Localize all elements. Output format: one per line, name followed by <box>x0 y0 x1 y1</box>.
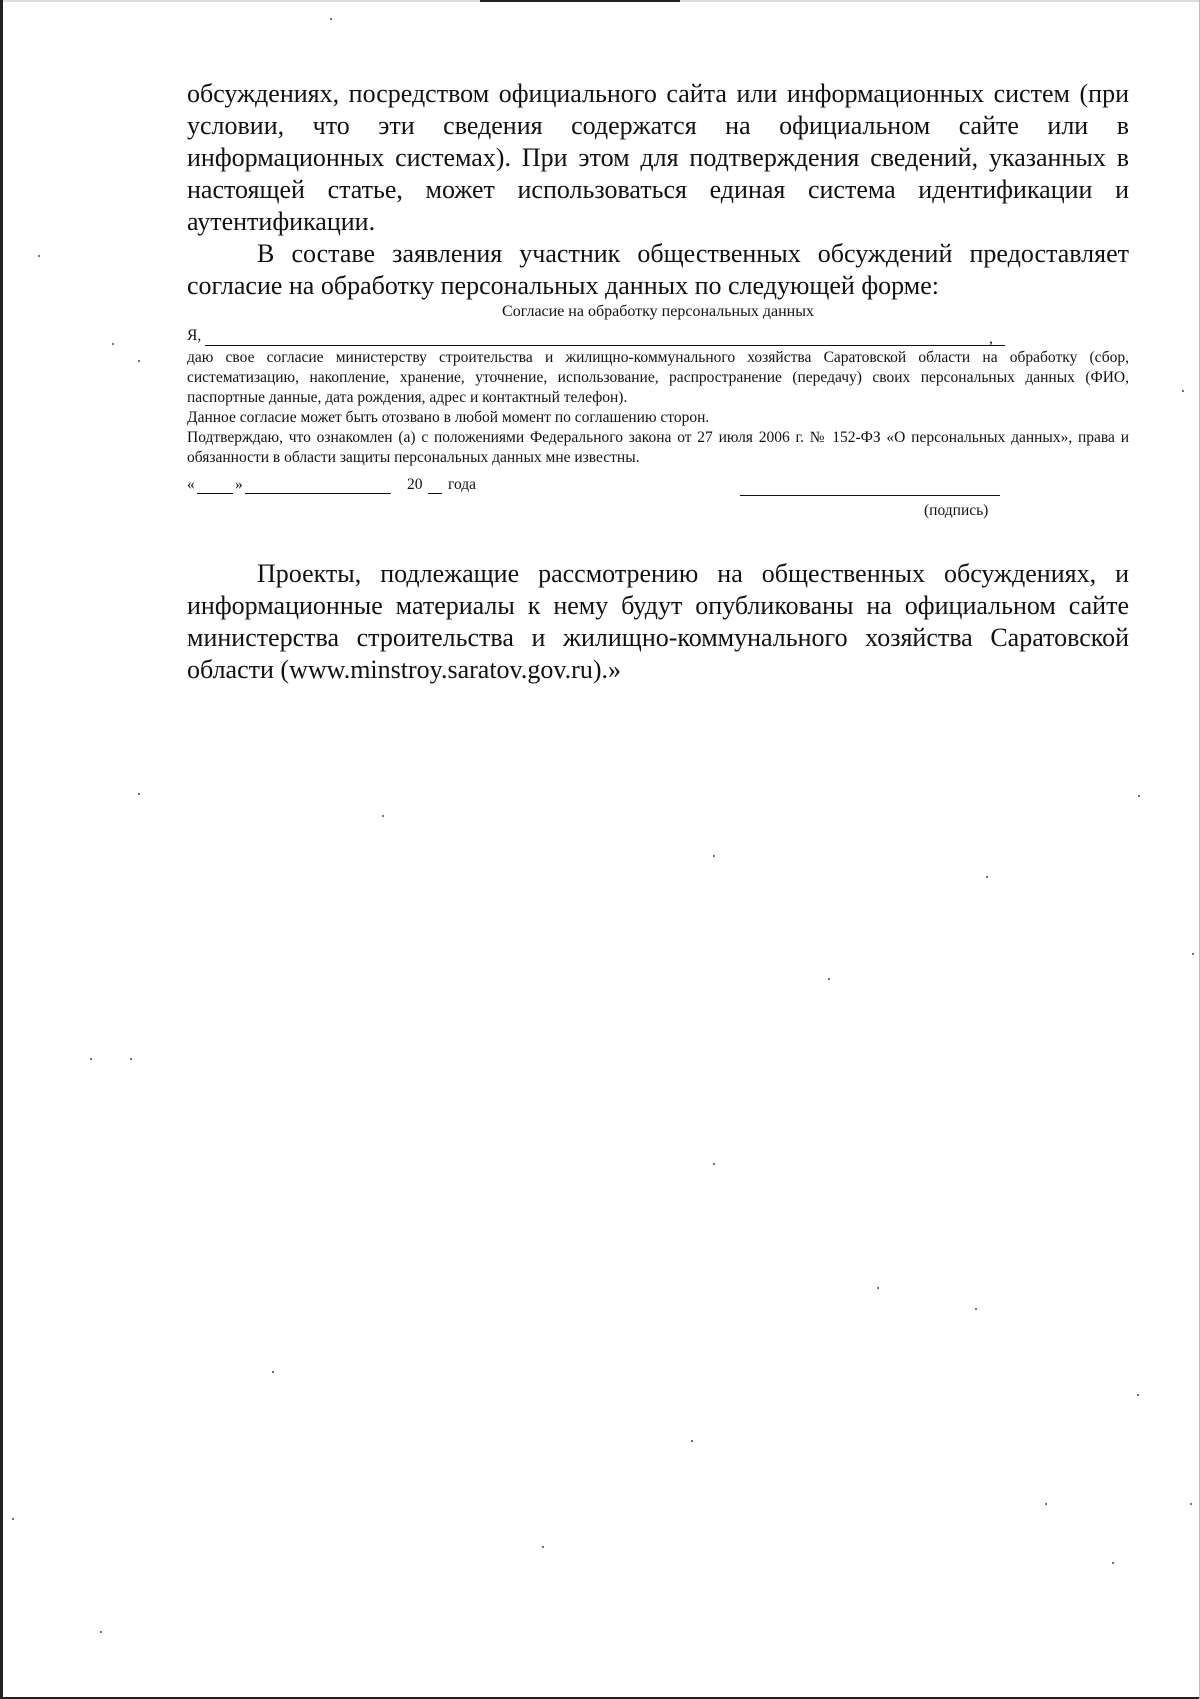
date-year-prefix: 20 <box>407 476 423 493</box>
date-quote-open: « <box>187 476 195 493</box>
date-quote-close: » <box>235 476 243 493</box>
paragraph-2: В составе заявления участник общественных обсуждений предоставляет согласие на обработку персональных данных по следующей форме: <box>187 239 1129 300</box>
scan-speck <box>90 1058 92 1060</box>
scan-speck <box>542 1546 544 1548</box>
date-signature-row <box>187 476 1129 502</box>
consent-body-3: Подтверждаю, что ознакомлен (а) с положениями Федерального закона от 27 июля 2006 г. № 152-ФЗ «О персональных данных», права и обязанности в области защиты персональных данных мне известны. <box>187 429 1129 466</box>
scan-speck <box>112 343 114 345</box>
scan-edge-left <box>0 0 3 1699</box>
date-year-line <box>428 493 442 494</box>
date-day-line <box>197 493 233 494</box>
paragraph-1: обсуждениях, посредством официального сайта или информационных систем (при условии, что эти сведения содержатся на официальном сайте или в информационных системах). При этом для подтверждения сведений, указанных в настоящей статье, может использоваться единая система идентификации и аутентификации. <box>187 79 1129 236</box>
signature-line <box>740 495 1000 496</box>
scan-speck <box>12 1518 14 1520</box>
consent-body-1: даю свое согласие министерству строительства и жилищно-коммунального хозяйства Саратовской области на обработку (сбор, систематизацию, накопление, хранение, уточнение, использование, распространение (передачу) своих персональных данных (ФИО, паспортные данные, дата рождения, адрес и контактный телефон). <box>187 349 1129 406</box>
signature-caption: (подпись) <box>924 502 989 519</box>
scan-speck <box>975 1308 977 1310</box>
scan-speck <box>1137 1394 1139 1396</box>
document-body <box>187 78 1129 686</box>
date-month-line <box>245 493 391 494</box>
name-field-label: Я, <box>187 327 202 344</box>
scan-speck <box>382 815 384 817</box>
scan-speck <box>877 1287 879 1289</box>
scan-speck <box>1138 795 1140 797</box>
scan-speck <box>130 1058 132 1060</box>
scan-speck <box>100 1631 102 1633</box>
consent-body-2: Данное согласие может быть отозвано в любой момент по соглашению сторон. <box>187 409 710 426</box>
scan-speck <box>272 1371 274 1373</box>
section-gap <box>187 528 1129 558</box>
scan-speck <box>38 255 40 257</box>
scan-speck <box>330 18 332 20</box>
scan-speck <box>713 855 715 857</box>
scan-speck <box>1182 390 1184 392</box>
date-year-suffix: года <box>448 476 477 493</box>
scan-speck <box>986 876 988 878</box>
scan-speck <box>138 360 140 362</box>
paragraph-3: Проекты, подлежащие рассмотрению на общественных обсуждениях, и информационные материалы к нему будут опубликованы на официальном сайте министерства строительства и жилищно-коммунального хозяйства Саратовской области (www.minstroy.saratov.gov.ru).» <box>187 559 1129 684</box>
scan-speck <box>1112 1562 1114 1564</box>
signature-caption-row <box>187 502 1129 528</box>
scan-speck <box>691 1440 693 1442</box>
scan-speck <box>1192 953 1194 955</box>
scan-speck <box>1190 1503 1192 1505</box>
consent-form <box>187 302 1129 528</box>
scan-speck <box>713 1163 715 1165</box>
scan-speck <box>1045 1503 1047 1505</box>
scan-speck <box>828 978 830 980</box>
consent-title: Согласие на обработку персональных данных <box>502 303 814 320</box>
name-field-row <box>187 326 1129 348</box>
name-field-line <box>205 345 1005 346</box>
scan-speck <box>138 793 140 795</box>
name-field-comma: , <box>989 330 993 347</box>
scan-edge-top <box>0 0 1200 2</box>
